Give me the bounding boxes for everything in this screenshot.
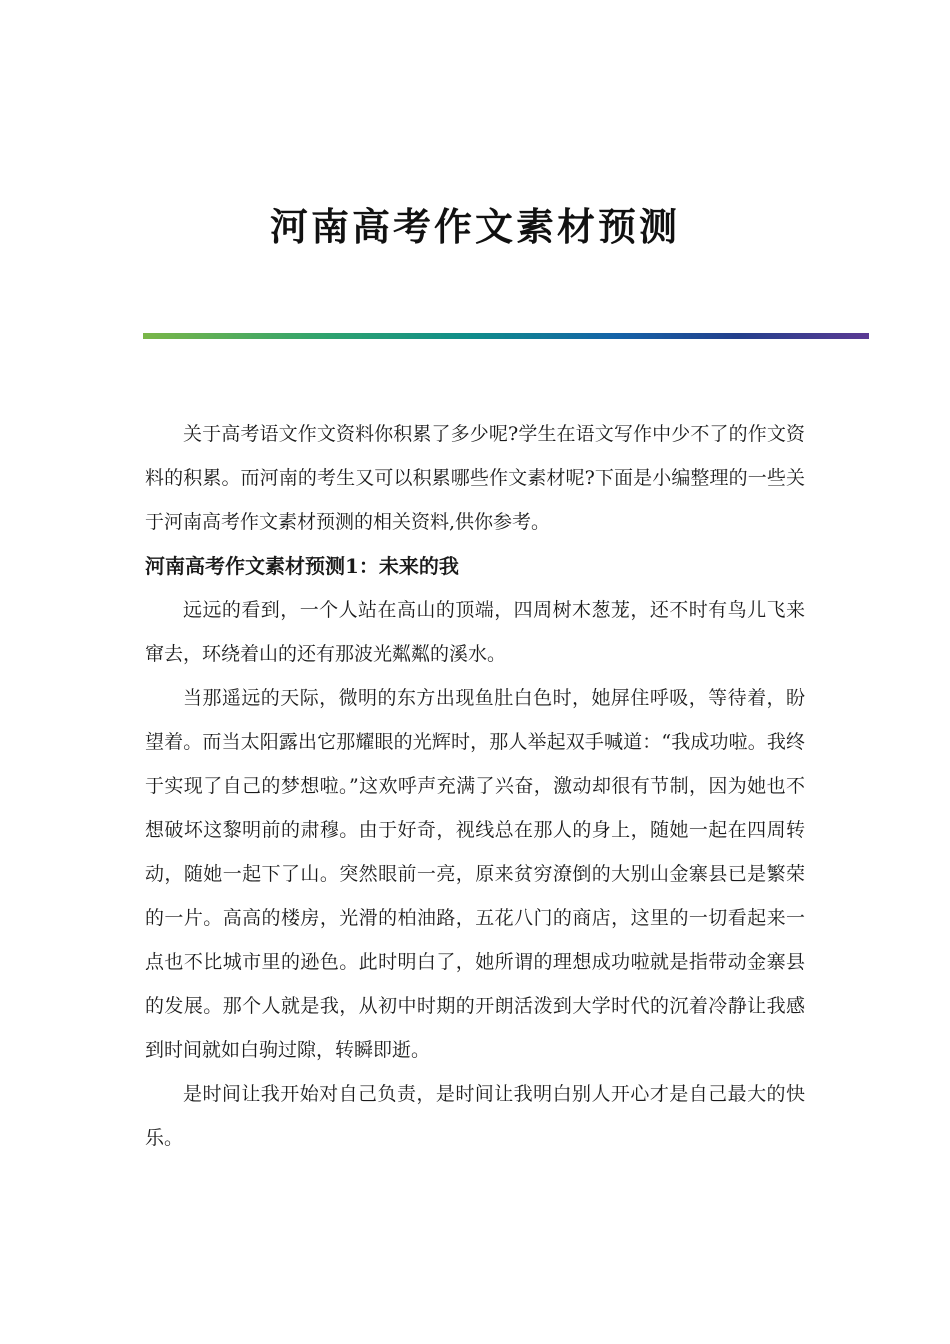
section-heading: 河南高考作文素材预测1：未来的我 bbox=[145, 554, 459, 578]
document-body bbox=[145, 412, 805, 1160]
intro-paragraph: 关于高考语文作文资料你积累了多少呢?学生在语文写作中少不了的作文资料的积累。而河南的考生又可以积累哪些作文素材呢?下面是小编整理的一些关于河南高考作文素材预测的相关资料,供你参考。 bbox=[145, 423, 805, 533]
document-title: 河南高考作文素材预测 bbox=[269, 204, 680, 249]
body-paragraph-3: 是时间让我开始对自己负责，是时间让我明白别人开心才是自己最大的快乐。 bbox=[145, 1083, 805, 1149]
body-paragraph-2: 当那遥远的天际，微明的东方出现鱼肚白色时，她屏住呼吸，等待着，盼望着。而当太阳露出它那耀眼的光辉时，那人举起双手喊道：“我成功啦。我终于实现了自己的梦想啦。”这欢呼声充满了兴奋，激动却很有节制，因为她也不想破坏这黎明前的肃穆。由于好奇，视线总在那人的身上，随她一起在四周转动，随她一起下了山。突然眼前一亮，原来贫穷潦倒的大别山金寨县已是繁荣的一片。高高的楼房，光滑的柏油路，五花八门的商店，这里的一切看起来一点也不比城市里的逊色。此时明白了，她所谓的理想成功啦就是指带动金寨县的发展。那个人就是我，从初中时期的开朗活泼到大学时代的沉着冷静让我感到时间就如白驹过隙，转瞬即逝。 bbox=[145, 687, 805, 1061]
body-paragraph-1: 远远的看到，一个人站在高山的顶端，四周树木葱茏，还不时有鸟儿飞来窜去，环绕着山的还有那波光粼粼的溪水。 bbox=[145, 599, 805, 665]
title-divider bbox=[143, 333, 869, 339]
